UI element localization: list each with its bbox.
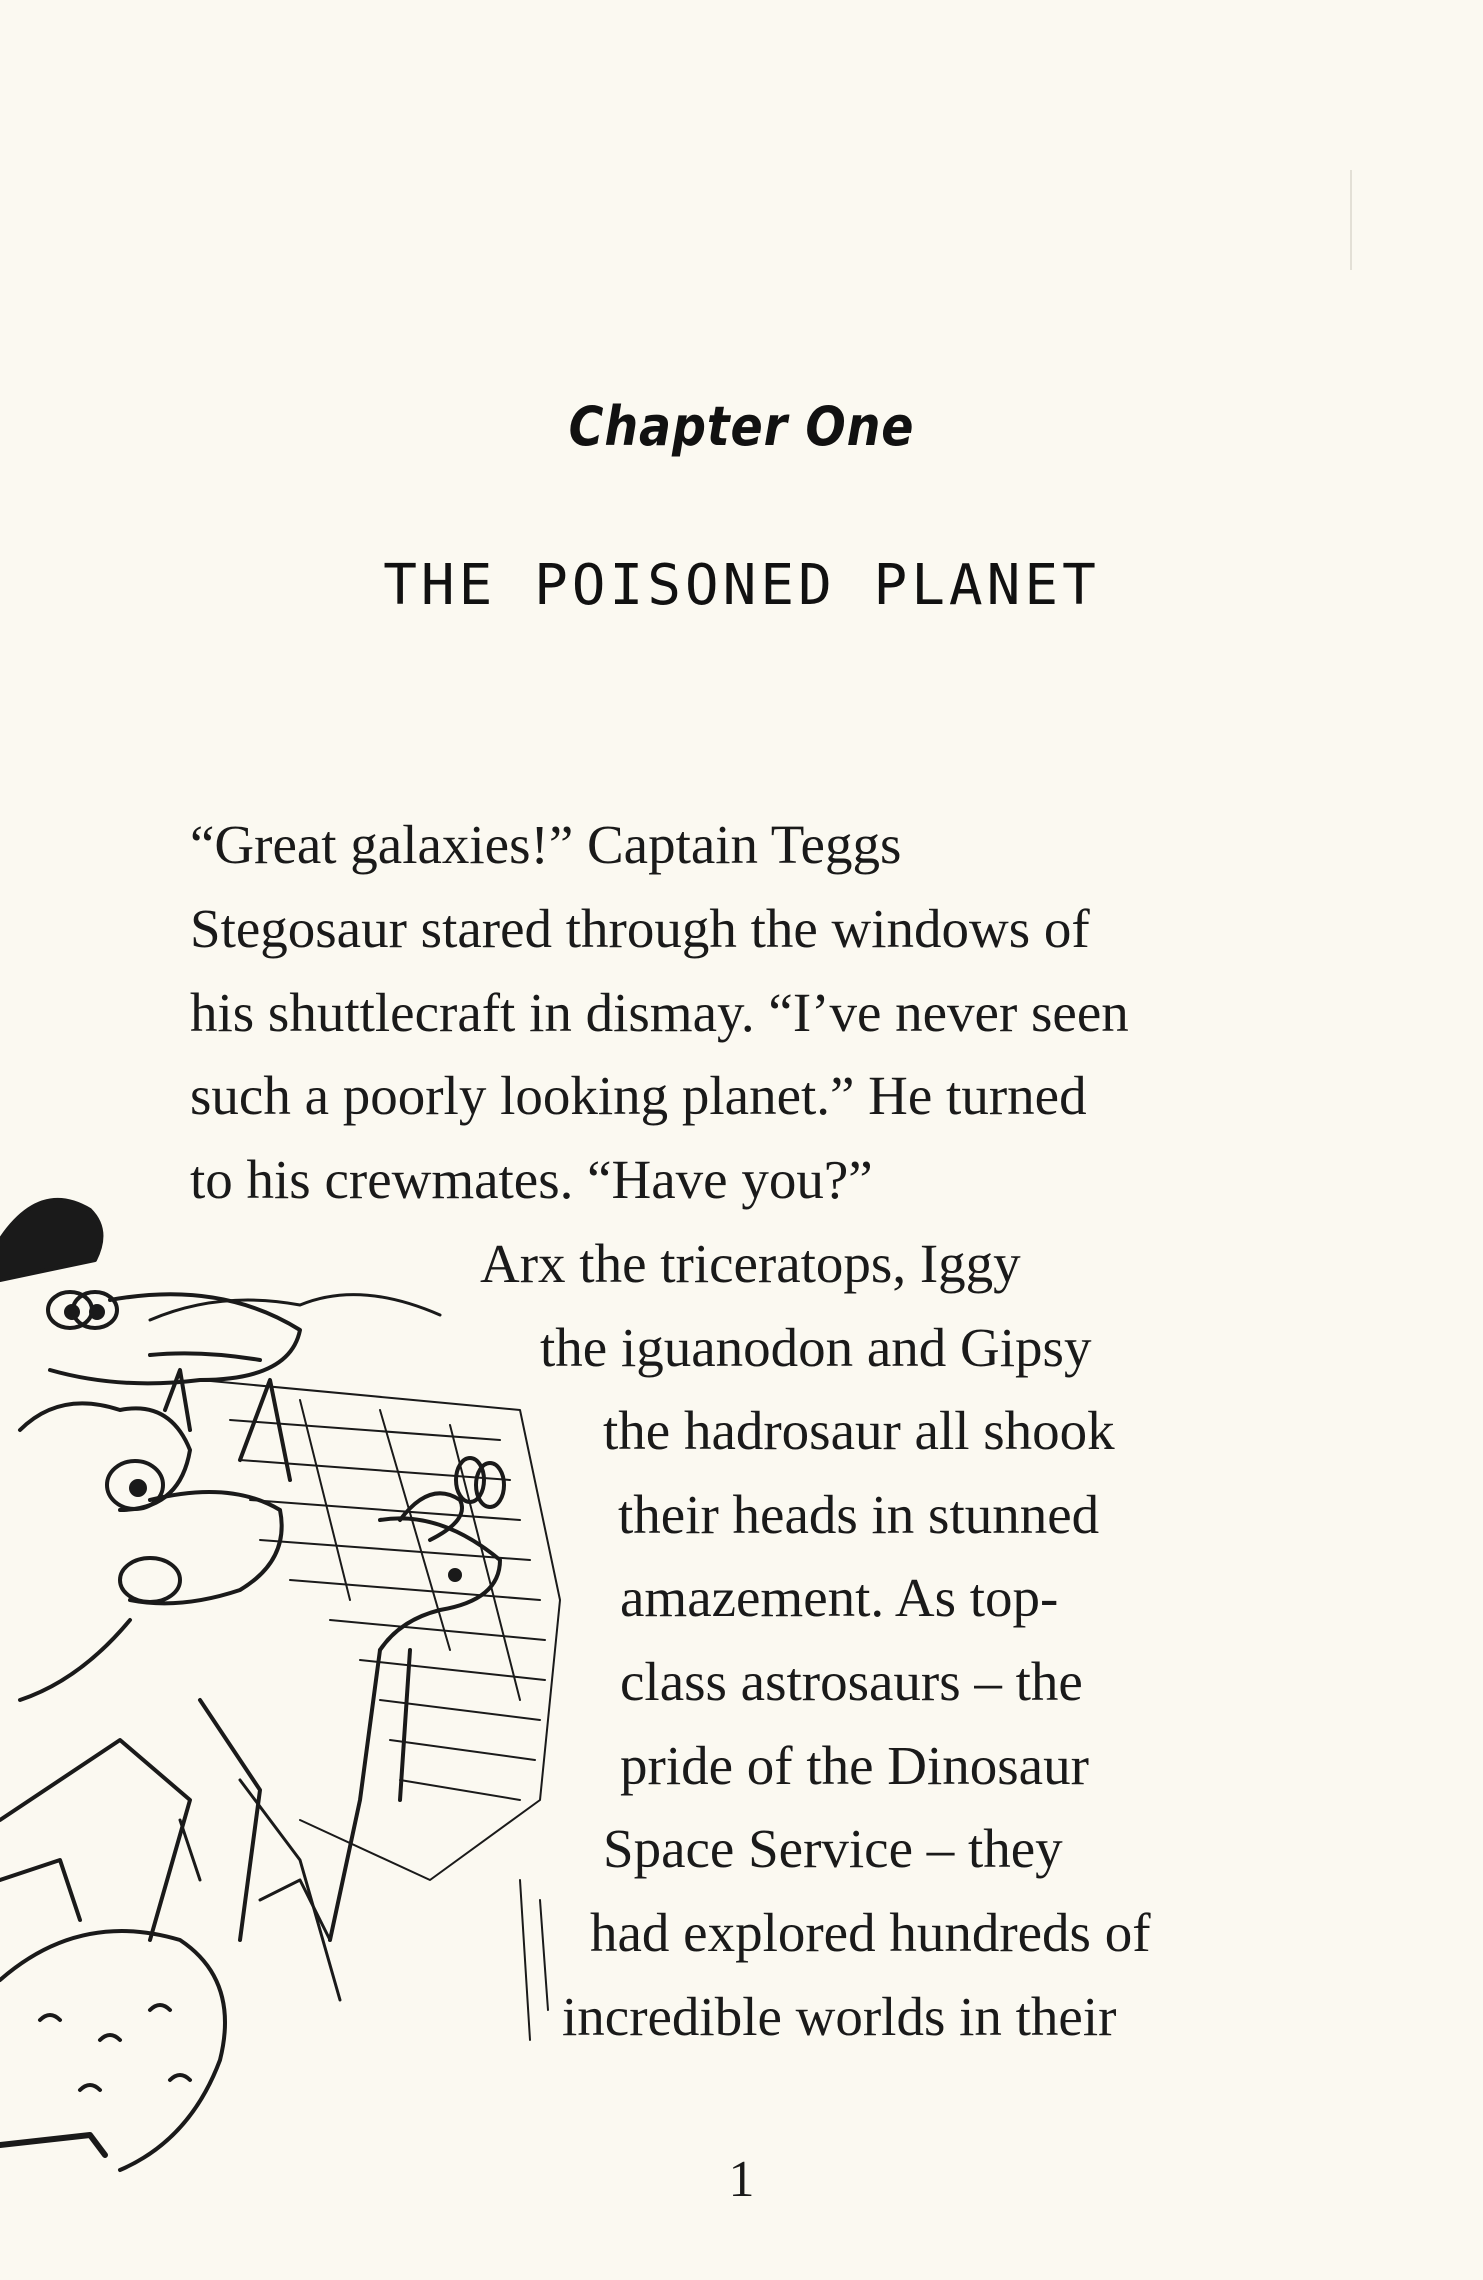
- body-line: to his crewmates. “Have you?”: [190, 1149, 873, 1210]
- body-line: such a poorly looking planet.” He turned: [190, 1065, 1087, 1126]
- body-line: Stegosaur stared through the windows of: [190, 898, 1090, 959]
- page-edge: [1350, 170, 1352, 270]
- astrosaurs-illustration: [0, 1180, 620, 2180]
- body-line: the hadrosaur all shook: [603, 1400, 1115, 1461]
- body-line: Space Service – they: [603, 1818, 1063, 1879]
- body-line: had explored hundreds of: [590, 1902, 1151, 1963]
- body-line: class astrosaurs – the: [620, 1651, 1083, 1712]
- body-line: the iguanodon and Gipsy: [540, 1317, 1092, 1378]
- body-line: “Great galaxies!” Captain Teggs: [190, 814, 902, 875]
- body-line: his shuttlecraft in dismay. “I’ve never seen: [190, 982, 1129, 1043]
- body-line: incredible worlds in their: [562, 1986, 1117, 2047]
- body-line: amazement. As top-: [620, 1567, 1059, 1628]
- body-line: their heads in stunned: [618, 1484, 1100, 1545]
- body-line: pride of the Dinosaur: [620, 1735, 1089, 1796]
- body-line: Arx the triceratops, Iggy: [480, 1233, 1021, 1294]
- chapter-label: Chapter One: [568, 395, 915, 458]
- page-number: 1: [728, 2151, 755, 2208]
- chapter-title: THE POISONED PLANET: [383, 553, 1100, 618]
